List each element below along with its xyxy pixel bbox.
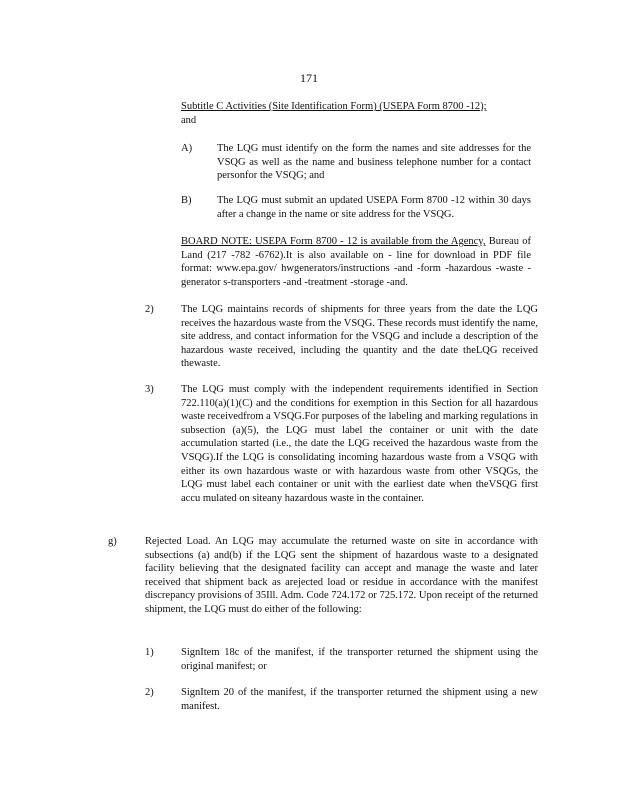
item-3-text: The LQG must comply with the independent requirements identified in Section 722.110(a)(1)(C) and the conditions for exemption in this Section for all hazardous waste receivedfrom a VSQG.For purposes of the labeling and marking regulations in subsection (a)(5), the LQG must label the container or unit with the date accumulation started (i.e., the date the LQG received the hazardous waste from the VSQG).If the LQG is consolidating incoming hazardous waste from a VSQG with either its own hazardous waste or with hazardous waste from other VSQGs, the LQG must label each container or unit with the earliest date when theVSQG first accu mulated on siteany hazardous waste in the container. xyxy=(181,384,538,504)
item-g2-text: SignItem 20 of the manifest, if the transporter returned the shipment using a new manifest. xyxy=(181,687,538,712)
item-2-text: The LQG maintains records of shipments for three years from the date the LQG receives the hazardous waste from the VSQG. These records must identify the name, site address, and contact information for the VSQG and include a description of the hazardous waste received, including the quantity and the date theLQG received thewaste. xyxy=(181,304,538,370)
intro-trailing-text: and xyxy=(181,114,197,126)
board-note-text: Bureau of Land (217 -782 -6762).It is also available on - line for download in PDF file format: www.epa.gov/ hwgenerators/instructions -and -form -hazardous -waste -generator s-transporters -and -treatment -storage -and. xyxy=(181,236,531,288)
board-note xyxy=(181,235,531,289)
item-3-label: 3) xyxy=(145,384,154,395)
intro-underlined-text: Subtitle C Activities (Site Identification Form) (USEPA Form 8700 -12); xyxy=(181,101,487,112)
item-a-text: The LQG must identify on the form the names and site addresses for the VSQG as well as the name and business telephone number for a contact personfor the VSQG; and xyxy=(217,143,531,182)
item-b-label: B) xyxy=(181,195,192,206)
item-g1-label: 1) xyxy=(145,647,154,658)
board-note-underlined: BOARD NOTE: USEPA Form 8700 - 12 is available from the Agency, xyxy=(181,236,486,247)
page-number: 171 xyxy=(300,71,318,85)
item-2-label: 2) xyxy=(145,304,154,315)
item-a-label: A) xyxy=(181,143,193,154)
item-g2-label: 2) xyxy=(145,687,154,698)
item-g-text: Rejected Load. An LQG may accumulate the returned waste on site in accordance with subsections (a) and(b) if the LQG sent the shipment of hazardous waste to a designated facility believing that the designated facility can accept and manage the waste and later received that shipment back as arejected load or residue in accordance with the manifest discrepancy provisions of 35Ill. Adm. Code 724.172 or 725.172. Upon receipt of the returned shipment, the LQG must do either of the following: xyxy=(145,536,538,615)
item-g-label: g) xyxy=(108,536,117,547)
intro-paragraph xyxy=(181,100,531,127)
item-g1-text: SignItem 18c of the manifest, if the transporter returned the shipment using the original manifest; or xyxy=(181,647,538,672)
item-b-text: The LQG must submit an updated USEPA Form 8700 -12 within 30 days after a change in the name or site address for the VSQG. xyxy=(217,195,531,220)
